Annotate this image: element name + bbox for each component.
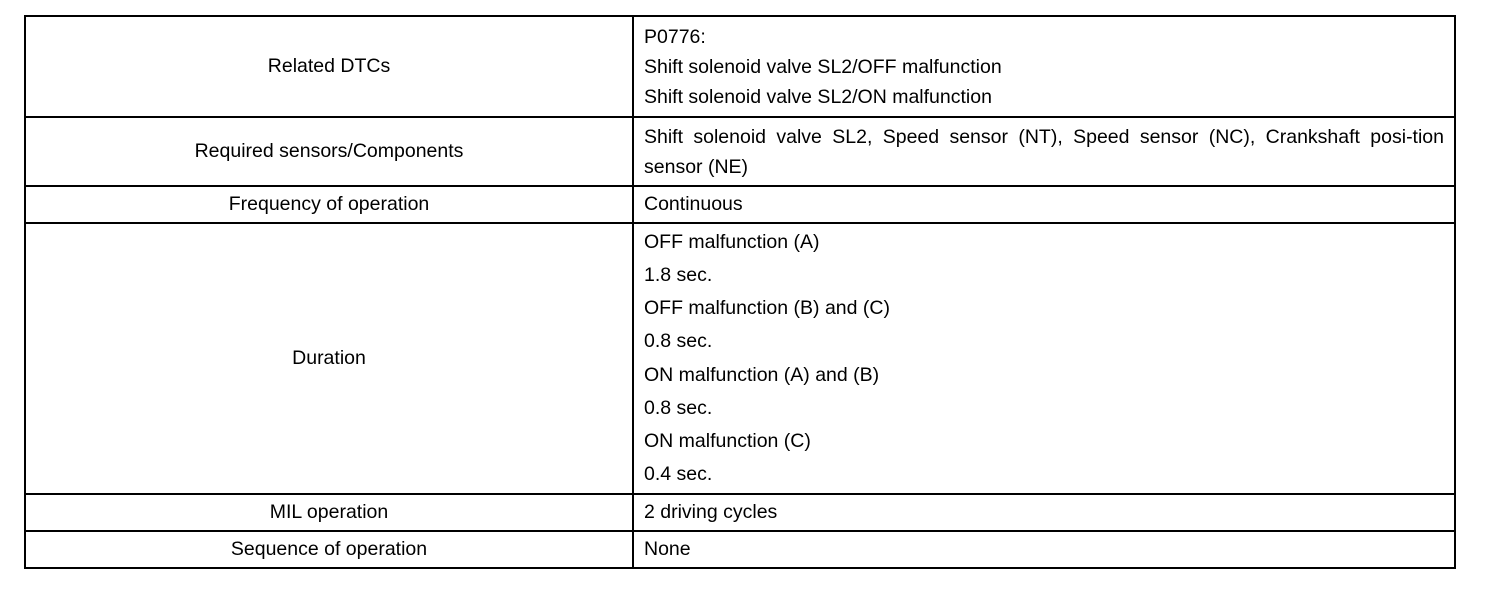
table-row-mil-operation	[25, 494, 1455, 531]
duration-off-a-value: 1.8 sec.	[644, 263, 713, 286]
duration-on-ab-value: 0.8 sec.	[644, 396, 713, 419]
table-row-duration	[25, 223, 1455, 494]
table-row-required-sensors	[25, 117, 1455, 186]
required-sensors-text: Shift solenoid valve SL2, Speed sensor (NT), Speed sensor (NC), Crankshaft posi-tion sensor (NE)	[644, 125, 1444, 178]
monitor-spec-table	[24, 15, 1456, 569]
table-row-frequency	[25, 186, 1455, 223]
duration-on-ab-label: ON malfunction (A) and (B)	[644, 363, 880, 386]
duration-off-a-label: OFF malfunction (A)	[644, 230, 820, 253]
row-label-required-sensors: Required sensors/Components	[25, 117, 633, 186]
table-row-related-dtcs	[25, 16, 1455, 117]
row-label-duration: Duration	[25, 223, 633, 494]
duration-on-c-value: 0.4 sec.	[644, 463, 713, 486]
row-value-frequency: Continuous	[633, 186, 1455, 223]
duration-on-c-label: ON malfunction (C)	[644, 429, 811, 452]
dtc-description-off: Shift solenoid valve SL2/OFF malfunction	[644, 55, 1002, 78]
row-label-mil-operation: MIL operation	[25, 494, 633, 531]
row-value-related-dtcs	[633, 16, 1455, 117]
row-value-sequence: None	[633, 531, 1455, 568]
duration-off-bc-label: OFF malfunction (B) and (C)	[644, 297, 890, 320]
row-value-mil-operation: 2 driving cycles	[633, 494, 1455, 531]
row-label-related-dtcs: Related DTCs	[25, 16, 633, 117]
row-label-sequence: Sequence of operation	[25, 531, 633, 568]
dtc-code: P0776:	[644, 25, 706, 48]
row-value-duration	[633, 223, 1455, 494]
duration-off-bc-value: 0.8 sec.	[644, 330, 713, 353]
row-value-required-sensors	[633, 117, 1455, 186]
table-row-sequence	[25, 531, 1455, 568]
dtc-description-on: Shift solenoid valve SL2/ON malfunction	[644, 85, 992, 108]
row-label-frequency: Frequency of operation	[25, 186, 633, 223]
